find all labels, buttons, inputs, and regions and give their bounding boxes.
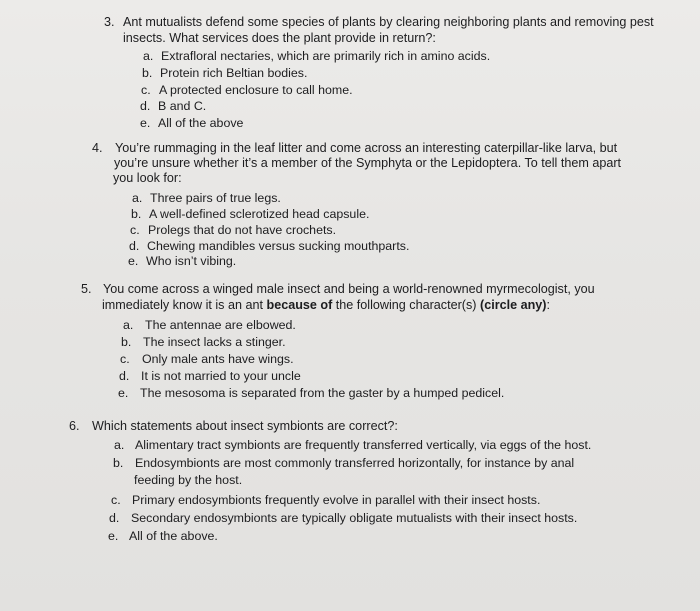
- option-letter: e.: [118, 386, 129, 400]
- option-letter: b.: [142, 66, 153, 80]
- option-text: Who isn’t vibing.: [146, 254, 237, 268]
- option-letter: c.: [111, 493, 121, 507]
- option-text: All of the above.: [129, 529, 218, 543]
- question-3: [104, 14, 694, 129]
- stem-emphasis: because of: [266, 298, 333, 312]
- option-text: Protein rich Beltian bodies.: [160, 66, 308, 80]
- option-letter: b.: [131, 207, 142, 221]
- option-letter: b.: [121, 335, 132, 349]
- option-letter: d.: [109, 511, 120, 525]
- option-letter: e.: [140, 116, 151, 130]
- option-letter: c.: [141, 83, 151, 97]
- option-letter: d.: [119, 369, 130, 383]
- option-text: Alimentary tract symbionts are frequently transferred vertically, via eggs of the host.: [135, 438, 592, 452]
- question-number: 4.: [92, 141, 103, 155]
- option-text: Primary endosymbionts frequently evolve in parallel with their insect hosts.: [132, 493, 541, 507]
- question-stem-line: insects. What services does the plant provide in return?:: [123, 31, 436, 45]
- option-text: Secondary endosymbionts are typically obligate mutualists with their insect hosts.: [131, 511, 578, 525]
- question-stem-line: Ant mutualists defend some species of plants by clearing neighboring plants and removing pest: [123, 15, 654, 29]
- option-text: A protected enclosure to call home.: [159, 83, 353, 97]
- option-text: It is not married to your uncle: [141, 369, 301, 383]
- option-text: Prolegs that do not have crochets.: [148, 223, 337, 237]
- option-letter: a.: [132, 191, 143, 205]
- option-letter: a.: [143, 49, 154, 63]
- question-stem-line: You’re rummaging in the leaf litter and come across an interesting caterpillar-like larva, but: [115, 141, 618, 155]
- option-letter: c.: [120, 352, 130, 366]
- option-text: A well-defined sclerotized head capsule.: [149, 207, 370, 221]
- stem-text: immediately know it is an ant: [102, 298, 267, 312]
- option-letter: b.: [113, 456, 124, 470]
- question-4: [92, 140, 692, 270]
- option-text: All of the above: [158, 116, 244, 130]
- option-letter: a.: [114, 438, 125, 452]
- option-text: Chewing mandibles versus sucking mouthparts.: [147, 239, 410, 253]
- option-letter: e.: [128, 254, 139, 268]
- option-letter: e.: [108, 529, 119, 543]
- option-text-continued: feeding by the host.: [134, 473, 243, 487]
- stem-text: the following character(s): [332, 298, 480, 312]
- option-text: The insect lacks a stinger.: [143, 335, 286, 349]
- question-5: [81, 281, 691, 416]
- stem-text: :: [546, 298, 550, 312]
- question-number: 3.: [104, 15, 115, 29]
- question-stem-line: you’re unsure whether it’s a member of the Symphyta or the Lepidoptera. To tell them apart: [114, 156, 622, 170]
- question-stem-line: Which statements about insect symbionts are correct?:: [92, 419, 398, 433]
- option-text: B and C.: [158, 99, 207, 113]
- option-letter: a.: [123, 318, 134, 332]
- option-text: The mesosoma is separated from the gaster by a humped pedicel.: [140, 386, 505, 400]
- option-text: The antennae are elbowed.: [145, 318, 296, 332]
- question-number: 6.: [69, 419, 80, 433]
- option-letter: c.: [130, 223, 140, 237]
- stem-emphasis: (circle any): [480, 298, 547, 312]
- question-stem-line: [102, 297, 550, 314]
- question-6: [69, 418, 694, 553]
- option-letter: d.: [140, 99, 151, 113]
- option-text: Extrafloral nectaries, which are primarily rich in amino acids.: [161, 49, 491, 63]
- option-text: Endosymbionts are most commonly transferred horizontally, for instance by anal: [135, 456, 575, 470]
- question-stem-line: you look for:: [113, 171, 182, 185]
- option-text: Only male ants have wings.: [142, 352, 294, 366]
- option-letter: d.: [129, 239, 140, 253]
- option-text: Three pairs of true legs.: [150, 191, 281, 205]
- question-number: 5.: [81, 282, 92, 296]
- question-stem-line: You come across a winged male insect and being a world-renowned myrmecologist, you: [103, 282, 595, 296]
